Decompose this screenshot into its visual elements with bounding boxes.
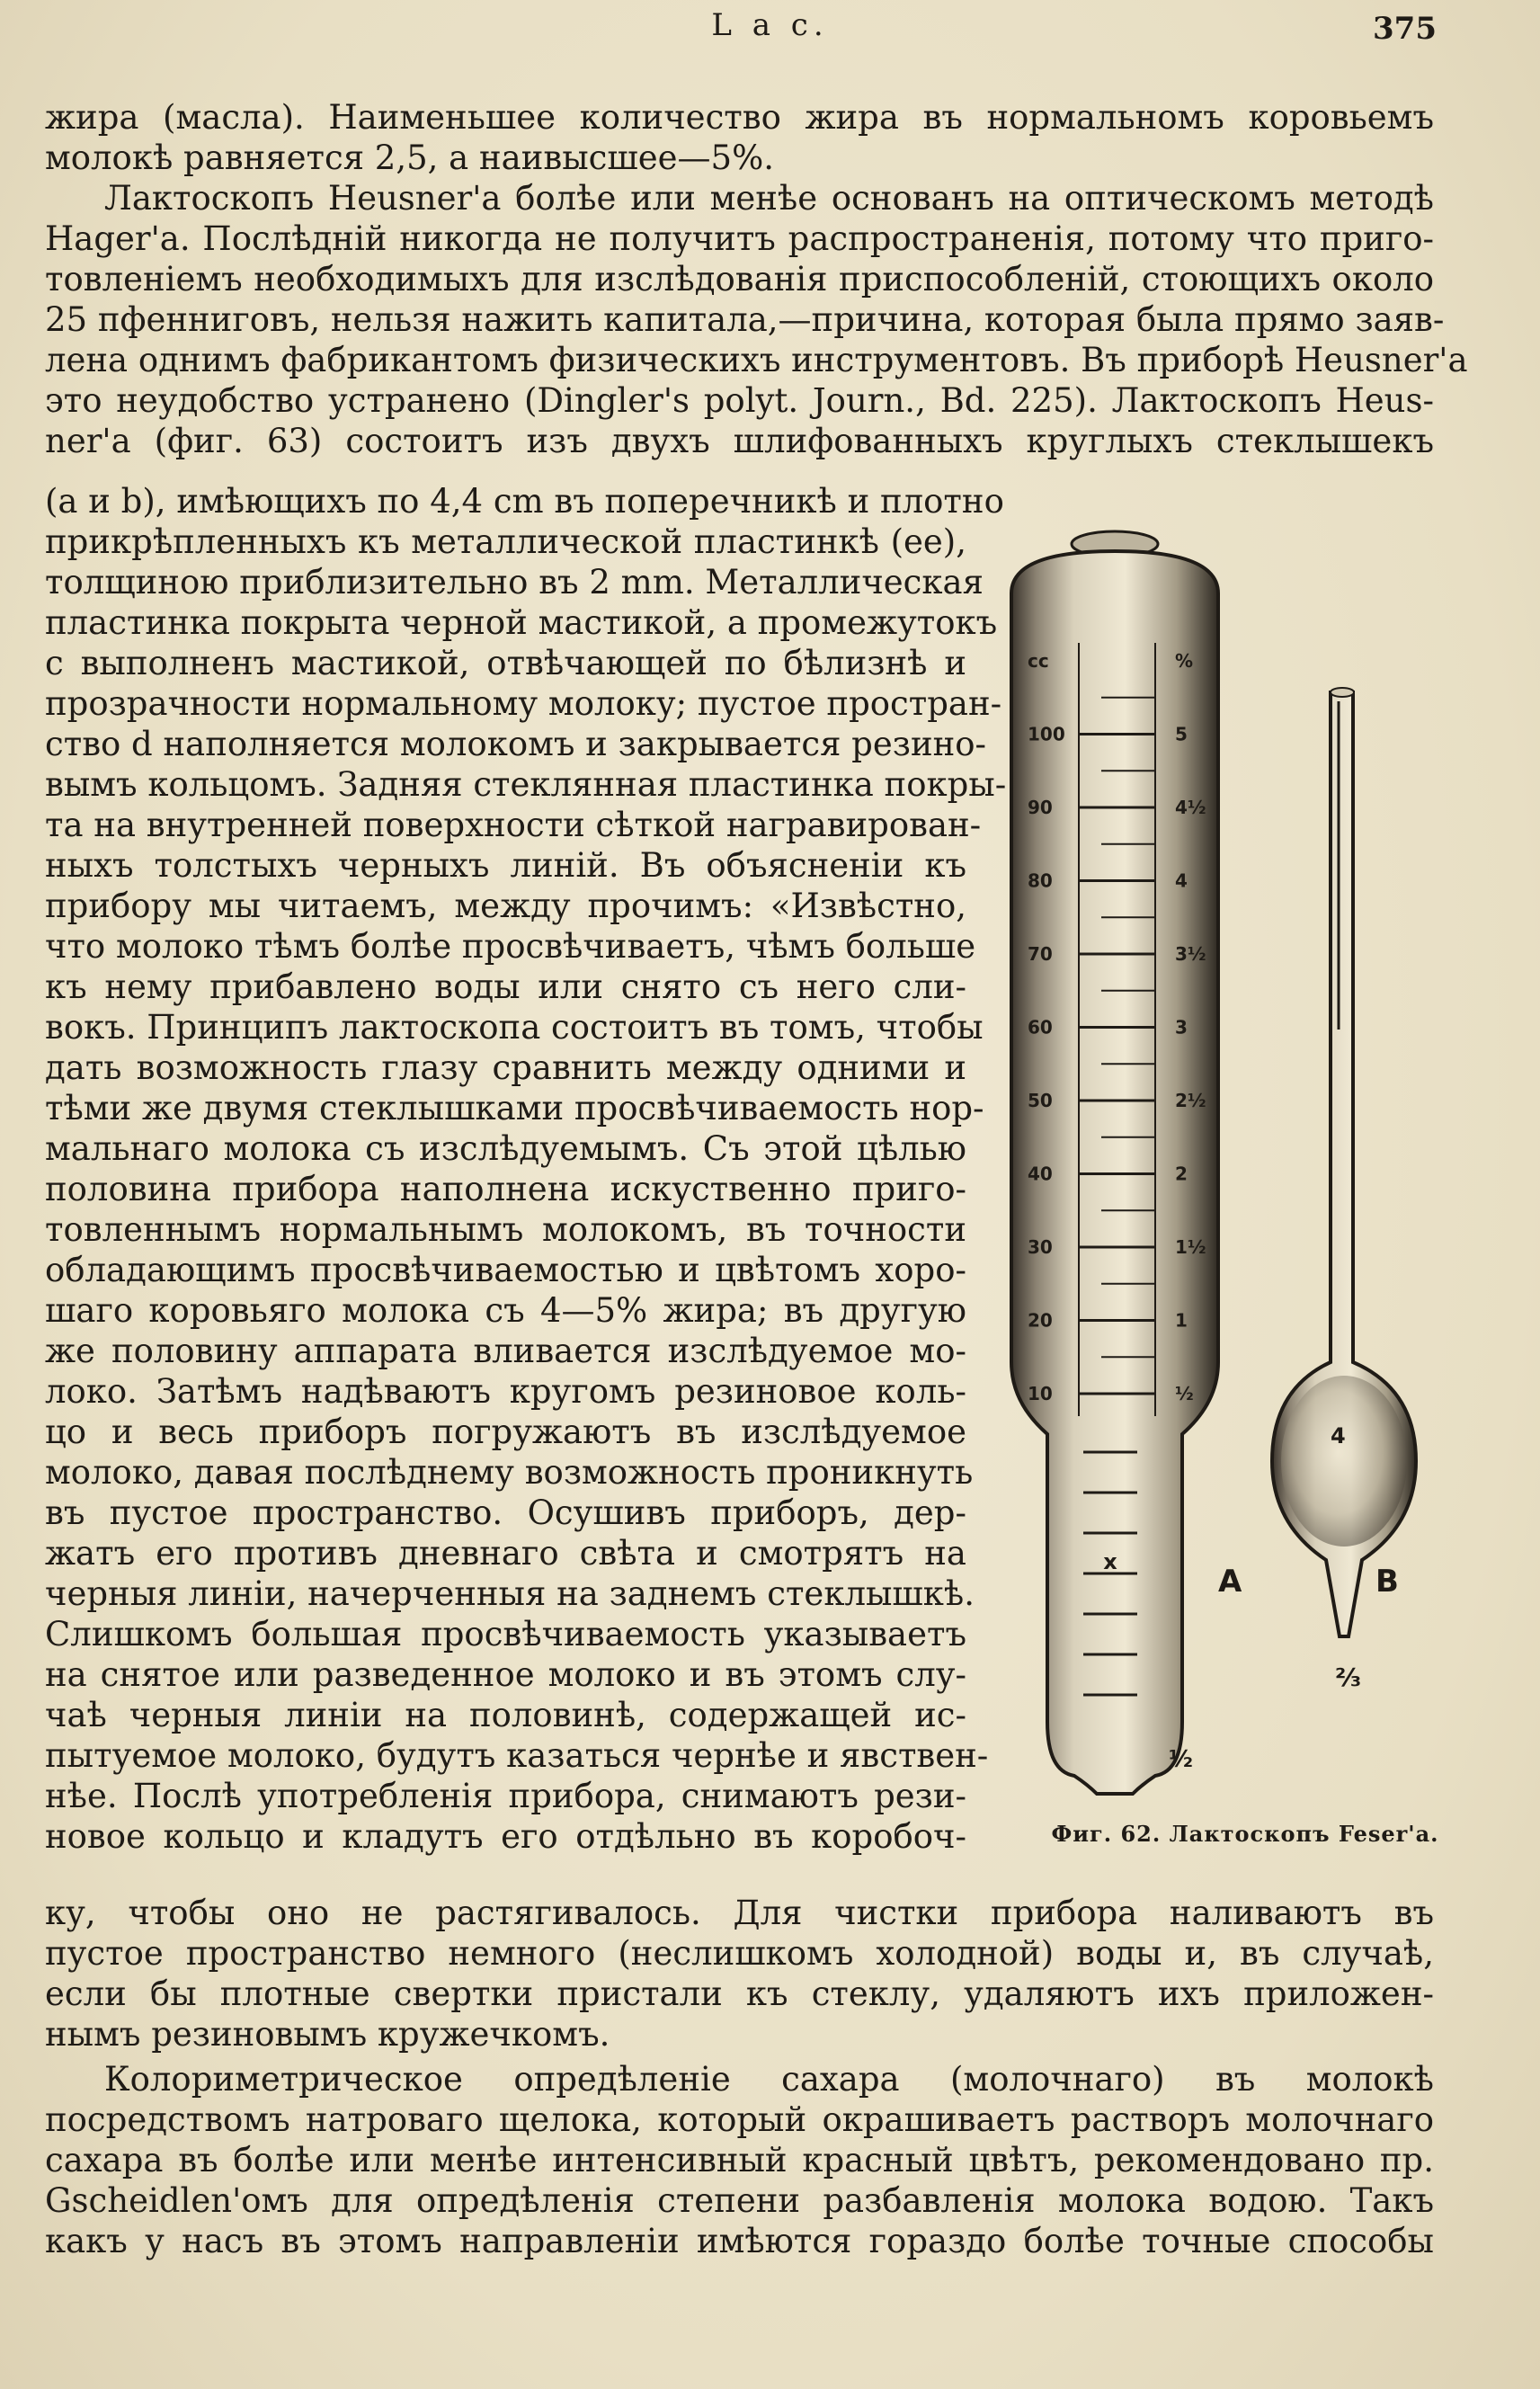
- lactoscope-tube-a: [1011, 531, 1242, 1794]
- scale-label-left: 60: [1028, 1016, 1053, 1039]
- text-line: вымъ кольцомъ. Задняя стеклянная пластинка покры-: [45, 765, 1007, 804]
- scale-label-left: 20: [1028, 1309, 1053, 1332]
- text-line: пытуемое молоко, будутъ казаться чернѣе и явствен-: [45, 1736, 989, 1775]
- scale-label-left: 90: [1028, 797, 1053, 818]
- text-line: Gscheidlen'омъ для опредѣленія степени разбавленія молока водою. Такъ: [45, 2181, 1434, 2220]
- text-line: жатъ его противъ дневнаго свѣта и смотрятъ на: [45, 1534, 966, 1573]
- scale-label-left: 40: [1028, 1163, 1053, 1185]
- text-line: прозрачности нормальному молоку; пустое простран-: [45, 684, 1002, 723]
- text-line: молокѣ равняется 2,5, а наивысшее—5%.: [45, 138, 775, 177]
- running-header: L a c.: [711, 7, 829, 43]
- scale-label-right: 5: [1175, 723, 1188, 745]
- text-line: цо и весь приборъ погружаютъ въ изслѣдуемое: [45, 1413, 966, 1451]
- text-line: обладающимъ просвѣчиваемостью и цвѣтомъ хоро-: [45, 1251, 966, 1289]
- text-line: ныхъ толстыхъ черныхъ линій. Въ объясненіи къ: [45, 846, 966, 885]
- text-line: жира (масла). Наименьшее количество жира въ нормальномъ коровьемъ: [45, 98, 1434, 137]
- text-line: нымъ резиновымъ кружечкомъ.: [45, 2015, 610, 2054]
- text-line: молоко, давая послѣднему возможность проникнуть: [45, 1453, 974, 1492]
- text-line: черныя линіи, начерченныя на заднемъ стеклышкѣ.: [45, 1574, 975, 1613]
- scale-label-right: 2½: [1175, 1090, 1206, 1111]
- text-line: посредствомъ натроваго щелока, который окрашиваетъ растворъ молочнаго: [45, 2100, 1434, 2139]
- text-line: къ нему прибавлено воды или снято съ него сли-: [45, 967, 966, 1006]
- text-line: шаго коровьяго молока съ 4—5% жира; въ другую: [45, 1291, 966, 1330]
- text-line: товленіемъ необходимыхъ для изслѣдованія приспособленій, стоющихъ около: [45, 260, 1434, 299]
- paragraph-heusner-lactoscope: [45, 481, 1007, 1857]
- text-line: пустое пространство немного (неслишкомъ холодной) воды и, въ случаѣ,: [45, 1934, 1434, 1973]
- text-line: какъ у насъ въ этомъ направленіи имѣются гораздо болѣе точные способы: [45, 2222, 1434, 2260]
- text-line: же половину аппарата вливается изслѣдуемое мо-: [45, 1332, 966, 1370]
- text-line: лена однимъ фабрикантомъ физическихъ инструментовъ. Въ приборѣ Heusner'а: [45, 341, 1468, 379]
- text-line: Колориметрическое опредѣленіе сахара (молочнаго) въ молокѣ: [104, 2060, 1434, 2099]
- text-line: c выполненъ мастикой, отвѣчающей по бѣлизнѣ и: [45, 644, 966, 682]
- bulb-b-mark: 4: [1331, 1423, 1346, 1449]
- text-line: ner'а (фиг. 63) состоитъ изъ двухъ шлифованныхъ круглыхъ стеклышекъ: [45, 422, 1434, 460]
- scale-label-left: 30: [1028, 1236, 1053, 1258]
- text-line: толщиною приблизительно въ 2 mm. Металлическая: [45, 563, 984, 602]
- scale-label-left: cc: [1028, 650, 1049, 672]
- text-line: сахара въ болѣе или менѣе интенсивный красный цвѣтъ, рекомендовано пр.: [45, 2141, 1434, 2180]
- scale-label-left: 70: [1028, 943, 1053, 965]
- scale-label-right: 3½: [1175, 943, 1206, 965]
- paragraph-colorimetric: [45, 2059, 1434, 2261]
- scale-label-left: 80: [1028, 869, 1053, 892]
- text-line: вокъ. Принципъ лактоскопа состоитъ въ томъ, чтобы: [45, 1008, 984, 1047]
- scale-label-right: 4½: [1175, 797, 1206, 818]
- tube-a-bottom-mark: ½: [1169, 1746, 1193, 1773]
- text-line: прикрѣпленныхъ къ металлической пластинкѣ (ee),: [45, 522, 966, 561]
- text-line: Лактоскопъ Heusner'а болѣе или менѣе основанъ на оптическомъ методѣ: [104, 179, 1434, 218]
- text-line: мальнаго молока съ изслѣдуемымъ. Съ этой цѣлью: [45, 1129, 966, 1168]
- scale-label-left: 10: [1028, 1383, 1053, 1404]
- figure-label-a: A: [1218, 1564, 1242, 1600]
- text-line: дать возможность глазу сравнить между одними и: [45, 1048, 966, 1087]
- text-line: пластинка покрыта черной мастикой, а промежутокъ: [45, 603, 998, 642]
- lower-tube-mark: x: [1103, 1549, 1117, 1574]
- text-line: товленнымъ нормальнымъ молокомъ, въ точности: [45, 1210, 966, 1249]
- text-line: ку, чтобы оно не растягивалось. Для чистки прибора наливаютъ въ: [45, 1894, 1434, 1932]
- scale-label-right: 4: [1175, 869, 1188, 892]
- figure-label-b: B: [1375, 1564, 1399, 1600]
- figure-caption: Фиг. 62. Лактоскопъ Feser'а.: [1051, 1821, 1439, 1847]
- scale-label-left: 100: [1028, 723, 1065, 745]
- text-line: тѣми же двумя стеклышками просвѣчиваемость нор-: [45, 1089, 984, 1128]
- scale-label-right: %: [1175, 650, 1194, 672]
- text-line: ство d наполняется молокомъ и закрывается резино-: [45, 725, 987, 763]
- text-line: на снятое или разведенное молоко и въ этомъ слу-: [45, 1655, 966, 1694]
- text-line: нѣе. Послѣ употребленія прибора, снимаютъ рези-: [45, 1777, 966, 1815]
- paragraph-cleaning: [45, 1893, 1434, 2055]
- pipette-b: [1272, 688, 1416, 1692]
- text-line: 25 пфенниговъ, нельзя нажить капитала,—причина, которая была прямо заяв-: [45, 300, 1445, 339]
- text-line: (a и b), имѣющихъ по 4,4 cm въ поперечникѣ и плотно: [45, 482, 1004, 521]
- text-line: если бы плотные свертки пристали къ стеклу, удаляютъ ихъ приложен-: [45, 1974, 1434, 2013]
- text-line: чаѣ черныя линіи на половинѣ, содержащей ис-: [45, 1696, 966, 1734]
- scale-label-left: 50: [1028, 1090, 1053, 1111]
- text-line: въ пустое пространство. Осушивъ приборъ, дер-: [45, 1493, 966, 1532]
- text-line: что молоко тѣмъ болѣе просвѣчиваетъ, чѣмъ больше: [45, 927, 976, 966]
- paragraph-milk-fat: [45, 97, 1468, 461]
- text-line: прибору мы читаемъ, между прочимъ: «Извѣстно,: [45, 887, 966, 925]
- text-line: новое кольцо и кладутъ его отдѣльно въ коробоч-: [45, 1817, 966, 1856]
- text-line: половина прибора наполнена искуственно приго-: [45, 1170, 966, 1208]
- text-line: та на внутренней поверхности сѣткой награвирован-: [45, 806, 982, 844]
- lactoscope-figure: [975, 526, 1479, 1866]
- page-number: 375: [1373, 11, 1437, 47]
- scale-label-right: 2: [1175, 1163, 1188, 1185]
- scale-label-right: 1½: [1175, 1236, 1206, 1258]
- tube-b-bottom-mark: ⅔: [1335, 1662, 1361, 1692]
- text-line: Hager'а. Послѣдній никогда не получитъ распространенія, потому что приго-: [45, 219, 1434, 258]
- scale-label-right: 3: [1175, 1016, 1188, 1039]
- text-line: Слишкомъ большая просвѣчиваемость указываетъ: [45, 1615, 966, 1654]
- text-line: это неудобство устранено (Dingler's polyt. Journ., Bd. 225). Лактоскопъ Heus-: [45, 381, 1434, 420]
- scale-label-right: 1: [1175, 1309, 1188, 1332]
- scale-label-right: ½: [1175, 1383, 1194, 1404]
- text-line: локо. Затѣмъ надѣваютъ кругомъ резиновое коль-: [45, 1372, 966, 1411]
